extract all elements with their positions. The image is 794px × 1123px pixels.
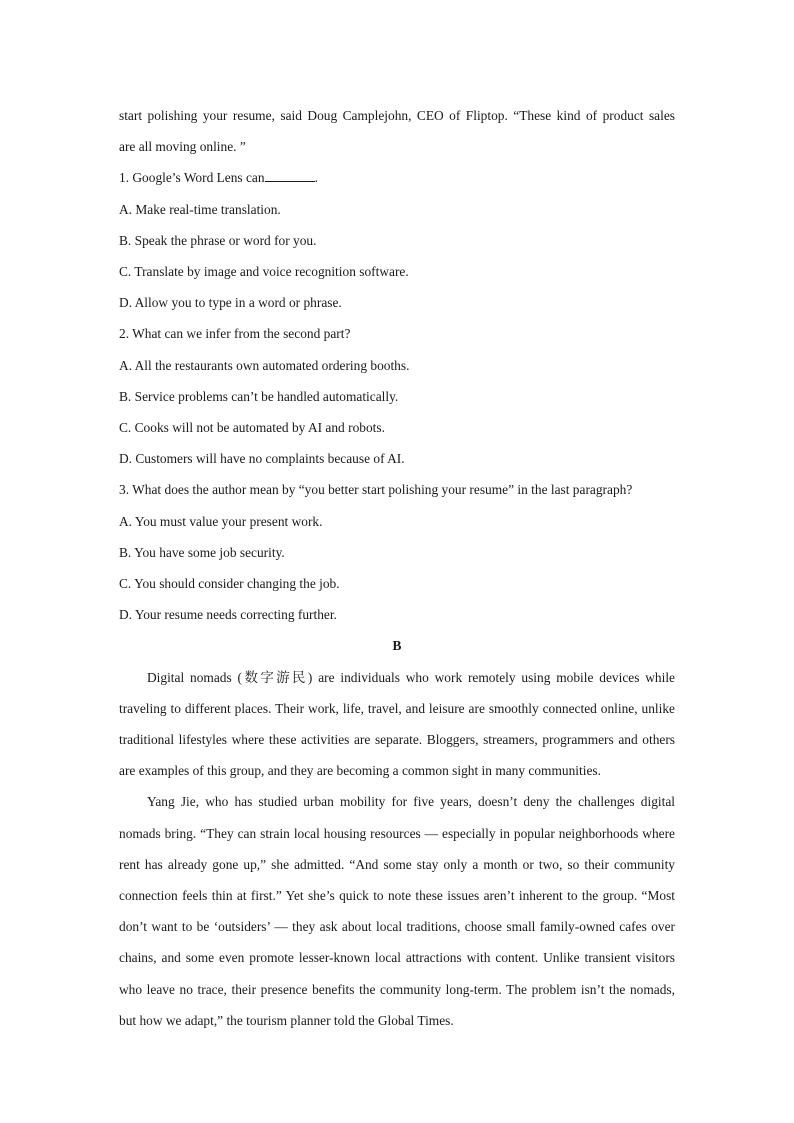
section-b-title: B	[392, 638, 402, 654]
document-page	[119, 100, 675, 1036]
question-2-option-d: D. Customers will have no complaints because of AI.	[119, 451, 405, 467]
passage-a-tail-line-2: are all moving online. ”	[119, 139, 246, 155]
question-1-option-c: C. Translate by image and voice recognition software.	[119, 264, 409, 280]
question-1-option-d: D. Allow you to type in a word or phrase.	[119, 295, 342, 311]
section-b-paragraph-1: Digital nomads (数字游民) are individuals who work remotely using mobile devices while traveling to different places. Their work, life, travel, and leisure are smoothly connected online, unlike traditional lifestyles where these activities are separate. Bloggers, streamers, programmers and others are examples of this group, and they are becoming a common sight in many communities.	[119, 669, 675, 779]
question-1-option-b: B. Speak the phrase or word for you.	[119, 232, 317, 248]
passage-a-tail-line-1: start polishing your resume, said Doug Camplejohn, CEO of Fliptop. “These kind of product sales	[119, 108, 675, 123]
question-2-stem: 2. What can we infer from the second part?	[119, 326, 351, 342]
answer-blank	[265, 170, 315, 182]
question-2-option-b: B. Service problems can’t be handled automatically.	[119, 388, 399, 404]
section-b-paragraph-2: Yang Jie, who has studied urban mobility for five years, doesn’t deny the challenges digital nomads bring. “They can strain local housing resources — especially in popular neighborhoods where rent has already gone up,” she admitted. “And some stay only a month or two, so their community connection feels thin at first.” Yet she’s quick to note these issues aren’t inherent to the group. “Most don’t want to be ‘outsiders’ — they ask about local traditions, choose small family-owned cafes over chains, and some even promote lesser-known local attractions with content. Unlike transient visitors who leave no trace, their presence benefits the community long-term. The problem isn’t the nomads, but how we adapt,” the tourism planner told the Global Times.	[119, 794, 675, 1028]
question-1-stem-text: 1. Google’s Word Lens can	[119, 170, 265, 186]
question-1-option-a: A. Make real-time translation.	[119, 201, 281, 217]
question-3-option-c: C. You should consider changing the job.	[119, 576, 340, 592]
question-2-option-c: C. Cooks will not be automated by AI and robots.	[119, 420, 385, 436]
question-3-option-b: B. You have some job security.	[119, 544, 285, 560]
question-2-option-a: A. All the restaurants own automated ordering booths.	[119, 357, 410, 373]
question-3-option-d: D. Your resume needs correcting further.	[119, 607, 337, 623]
question-1-stem	[119, 162, 675, 193]
question-3-stem: 3. What does the author mean by “you better start polishing your resume” in the last paragraph?	[119, 482, 633, 498]
question-3-option-a: A. You must value your present work.	[119, 513, 323, 529]
question-1-stem-end: .	[314, 170, 318, 186]
